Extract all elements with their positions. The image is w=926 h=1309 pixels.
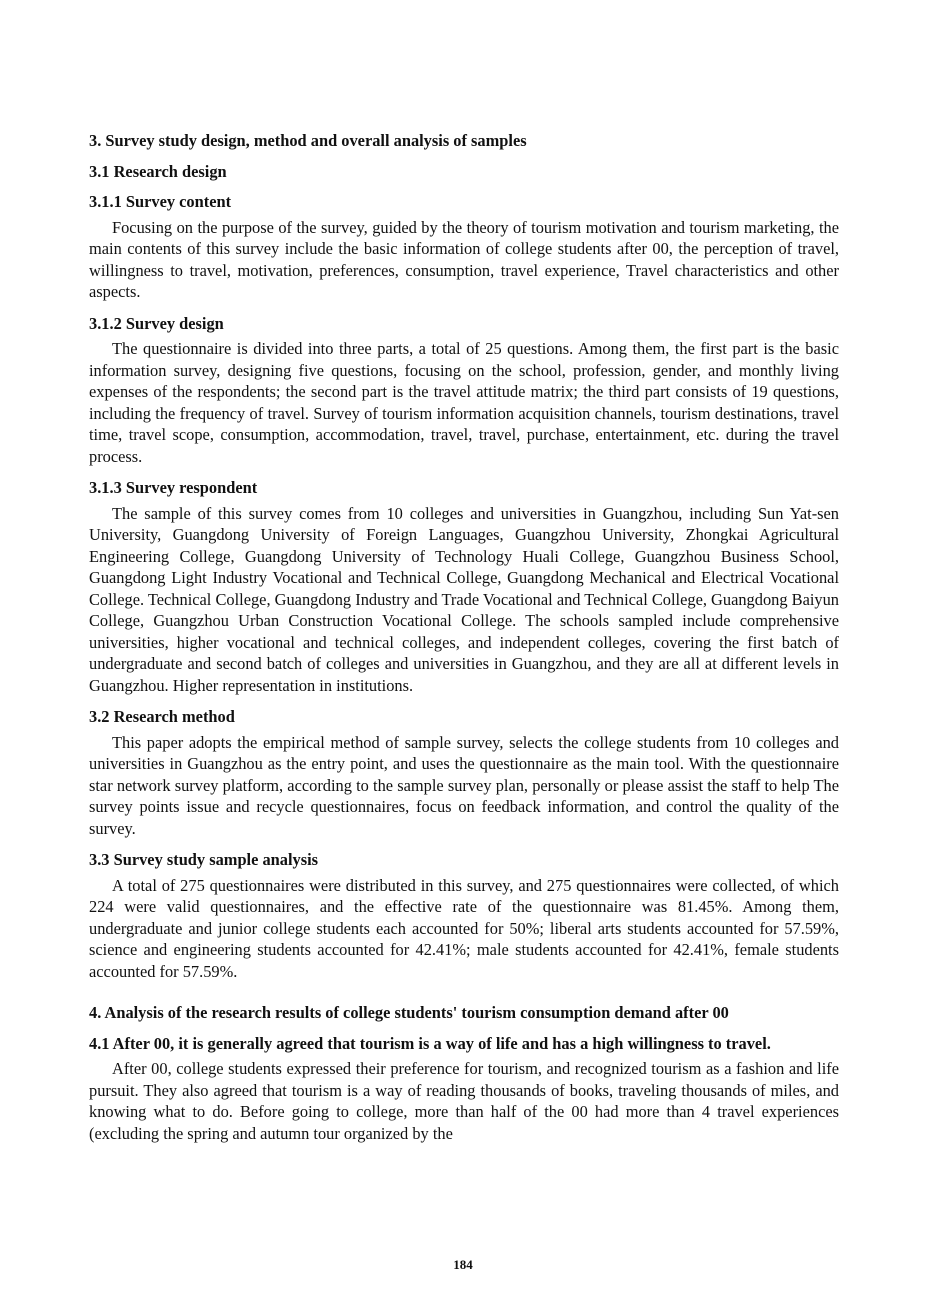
section-4-heading: 4. Analysis of the research results of college students' tourism consumption demand after 00 [89, 1003, 729, 1022]
section-3-1-2-paragraph: The questionnaire is divided into three parts, a total of 25 questions. Among them, the first part is the basic information survey, designing five questions, focusing on the school, profession, gender, and monthly living expenses of the respondents; the second part is the travel attitude matrix; the third part consists of 19 questions, including the frequency of travel. Survey of tourism information acquisition channels, tourism destinations, travel time, travel scope, consumption, accommodation, travel, travel, purchase, entertainment, etc. during the travel process. [89, 339, 839, 466]
section-3-1-1-paragraph: Focusing on the purpose of the survey, guided by the theory of tourism motivation and tourism marketing, the main contents of this survey include the basic information of college students after 00, the perception of travel, willingness to travel, motivation, preferences, consumption, travel experience, Travel characteristics and other aspects. [89, 217, 839, 301]
section-3-1-3-heading: 3.1.3 Survey respondent [89, 478, 258, 497]
page-number: 184 [453, 1257, 473, 1272]
page-body [89, 130, 839, 1154]
section-3-1-3-paragraph: The sample of this survey comes from 10 colleges and universities in Guangzhou, including Sun Yat-sen University, Guangdong University of Foreign Languages, Guangzhou University, Zhongkai Agricultural Engineering College, Guangdong University of Technology Huali College, Guangzhou Business School, Guangdong Light Industry Vocational and Technical College, Guangdong Mechanical and Electrical Vocational College. Technical College, Guangdong Industry and Trade Vocational and Technical College, Guangdong Baiyun College, Guangzhou Urban Construction Vocational College. The schools sampled include comprehensive universities, higher vocational and technical colleges, and independent colleges, covering the first batch of undergraduate and second batch of colleges and universities in Guangzhou, and they are all at different levels in Guangzhou. Higher representation in institutions. [89, 503, 839, 695]
section-3-3-paragraph: A total of 275 questionnaires were distributed in this survey, and 275 questionnaires were collected, of which 224 were valid questionnaires, and the effective rate of the questionnaire was 81.45%. Among them, undergraduate and junior college students each accounted for 50%; liberal arts students accounted for 57.59%, science and engineering students accounted for 42.41%; male students accounted for 42.41%, female students accounted for 57.59%. [89, 875, 839, 981]
section-3-2-heading: 3.2 Research method [89, 707, 235, 726]
section-4-1-paragraph: After 00, college students expressed their preference for tourism, and recognized tourism as a fashion and life pursuit. They also agreed that tourism is a way of reading thousands of books, traveling thousands of miles, and knowing what to do. Before going to college, more than half of the 00 had more than 4 travel experiences (excluding the spring and autumn tour organized by the [89, 1059, 839, 1143]
section-3-2-paragraph: This paper adopts the empirical method of sample survey, selects the college students from 10 colleges and universities in Guangzhou as the entry point, and uses the questionnaire as the main tool. With the questionnaire star network survey platform, according to the sample survey plan, personally or please assist the staff to help The survey points issue and recycle questionnaires, focus on feedback information, and control the quality of the survey. [89, 732, 839, 838]
chapter-spacer [89, 992, 839, 1002]
section-3-1-1-heading: 3.1.1 Survey content [89, 192, 232, 211]
section-3-1-2-heading: 3.1.2 Survey design [89, 313, 224, 333]
section-3-3-heading: 3.3 Survey study sample analysis [89, 850, 319, 869]
section-3-1-heading: 3.1 Research design [89, 161, 227, 181]
section-4-1-heading: 4.1 After 00, it is generally agreed that tourism is a way of life and has a high willingness to travel. [89, 1033, 771, 1053]
section-3-heading: 3. Survey study design, method and overall analysis of samples [89, 131, 527, 150]
